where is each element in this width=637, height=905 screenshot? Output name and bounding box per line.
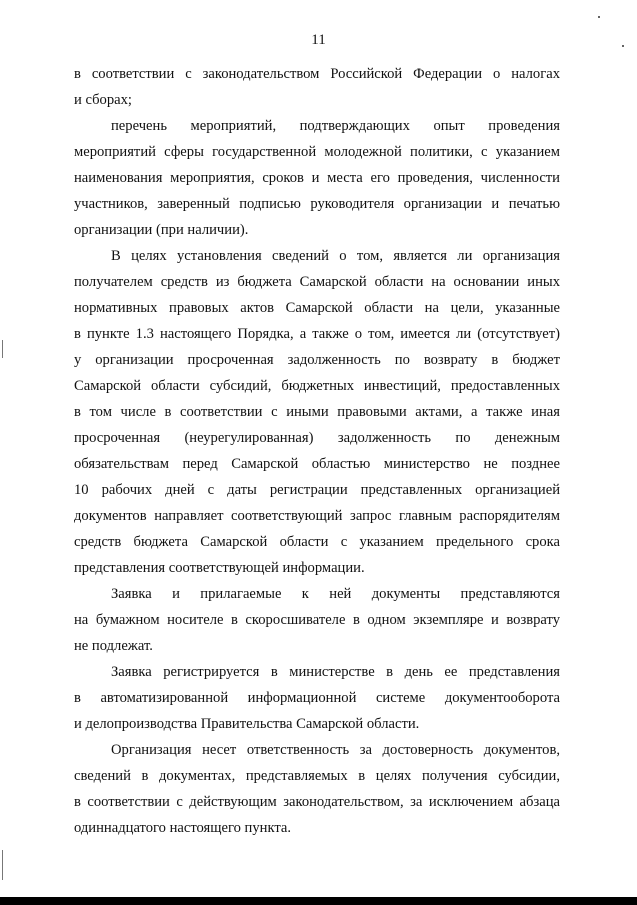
paragraph-taxes <box>74 61 560 113</box>
scan-bottom-edge <box>0 897 637 905</box>
page-number: 11 <box>311 32 326 48</box>
text-line: участников, заверенный подписью руководителя организации и печатью <box>74 196 560 212</box>
scan-mark <box>2 340 3 358</box>
text-line: мероприятий сферы государственной молодежной политики, с указанием <box>74 144 560 160</box>
text-line: перечень мероприятий, подтверждающих опыт проведения <box>111 118 560 134</box>
text-line: у организации просроченная задолженность по возврату в бюджет <box>74 352 560 368</box>
paragraph-events-list <box>74 113 560 243</box>
text-line: в соответствии с законодательством Российской Федерации о налогах <box>74 66 560 82</box>
document-body <box>74 61 560 841</box>
scan-mark <box>2 850 3 880</box>
text-line: сведений в документах, представляемых в целях получения субсидии, <box>74 768 560 784</box>
text-line: нормативных правовых актов Самарской области на цели, указанные <box>74 300 560 316</box>
text-line: 10 рабочих дней с даты регистрации представленных организацией <box>74 482 560 498</box>
text-line: одиннадцатого настоящего пункта. <box>74 820 292 836</box>
text-line: обязательствам перед Самарской областью министерство не позднее <box>74 456 560 472</box>
paragraph-registration <box>74 659 560 737</box>
text-line: не подлежат. <box>74 638 153 654</box>
text-line: в автоматизированной информационной системе документооборота <box>74 690 560 706</box>
scan-speck <box>622 45 624 47</box>
text-line: на бумажном носителе в скоросшивателе в одном экземпляре и возврату <box>74 612 560 628</box>
text-line: и сборах; <box>74 92 132 108</box>
text-line: Заявка регистрируется в министерстве в день ее представления <box>111 664 560 680</box>
text-line: Заявка и прилагаемые к ней документы представляются <box>111 586 560 602</box>
text-line: наименования мероприятия, сроков и места его проведения, численности <box>74 170 560 186</box>
text-line: в соответствии с действующим законодательством, за исключением абзаца <box>74 794 560 810</box>
text-line: и делопроизводства Правительства Самарской области. <box>74 716 420 732</box>
text-line: В целях установления сведений о том, является ли организация <box>111 248 560 264</box>
paragraph-debt-check <box>74 243 560 581</box>
text-line: просроченная (неурегулированная) задолженность по денежным <box>74 430 560 446</box>
text-line: представления соответствующей информации. <box>74 560 365 576</box>
text-line: в пункте 1.3 настоящего Порядка, а также о том, имеется ли (отсутствует) <box>74 326 560 342</box>
text-line: средств бюджета Самарской области с указанием предельного срока <box>74 534 560 550</box>
scan-speck <box>598 16 600 18</box>
text-line: Организация несет ответственность за достоверность документов, <box>111 742 560 758</box>
paragraph-responsibility <box>74 737 560 841</box>
text-line: в том числе в соответствии с иными правовыми актами, а также иная <box>74 404 560 420</box>
text-line: документов направляет соответствующий запрос главным распорядителям <box>74 508 560 524</box>
text-line: организации (при наличии). <box>74 222 249 238</box>
text-line: Самарской области субсидий, бюджетных инвестиций, предоставленных <box>74 378 560 394</box>
text-line: получателем средств из бюджета Самарской области на основании иных <box>74 274 560 290</box>
paragraph-application-paper <box>74 581 560 659</box>
